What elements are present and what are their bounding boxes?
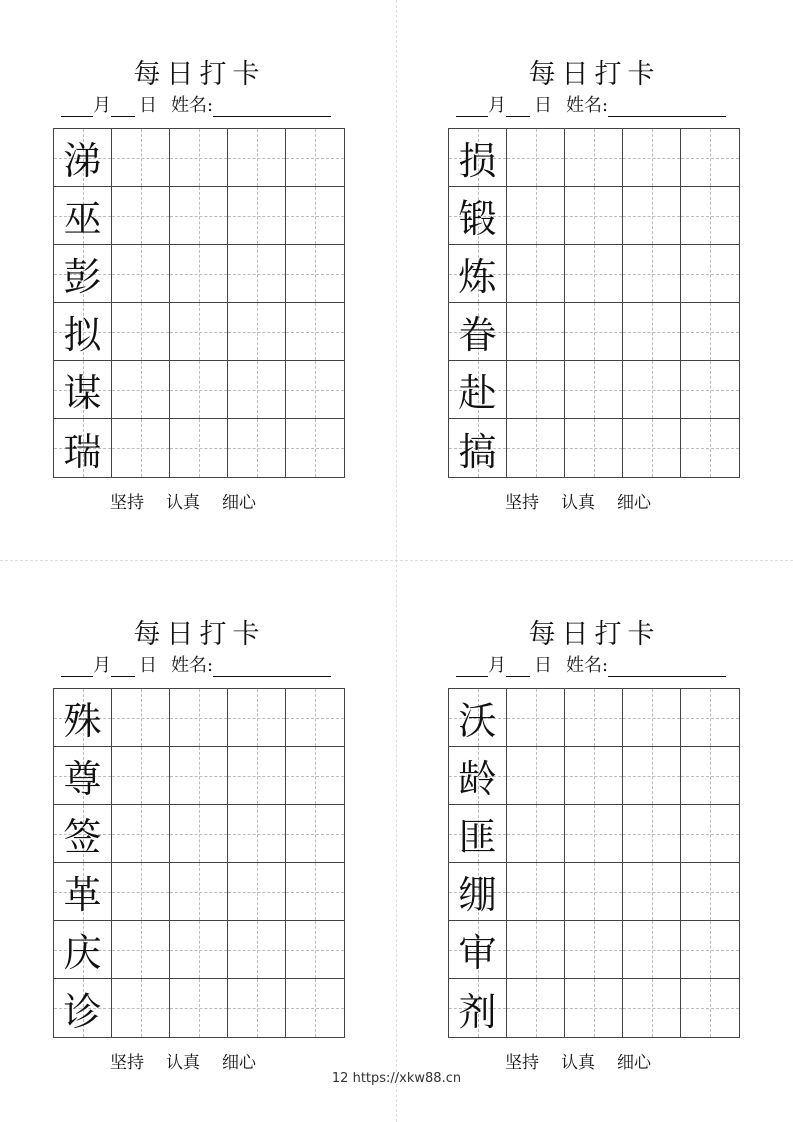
practice-cell[interactable] (623, 921, 681, 979)
practice-cell[interactable] (507, 419, 565, 477)
month-label: 月 (488, 95, 506, 116)
name-label: 姓名: (171, 655, 214, 676)
month-blank[interactable] (456, 98, 488, 117)
practice-cell-model (54, 245, 112, 303)
practice-cell[interactable] (623, 863, 681, 921)
practice-cell-model (54, 863, 112, 921)
practice-cell[interactable] (623, 419, 681, 477)
practice-cell-model (449, 979, 507, 1037)
practice-cell[interactable] (565, 805, 623, 863)
practice-cell[interactable] (623, 187, 681, 245)
practice-cell[interactable] (507, 805, 565, 863)
practice-cell[interactable] (286, 689, 344, 747)
model-character: 搞 (458, 429, 497, 474)
practice-cell[interactable] (228, 689, 286, 747)
day-label: 日 (534, 655, 552, 676)
model-character: 巫 (63, 197, 102, 241)
card-title: 每日打卡 (133, 59, 266, 90)
day-label: 日 (139, 95, 157, 116)
page-footer: 12 https://xkw88.cn (331, 1071, 462, 1086)
practice-cell[interactable] (286, 303, 344, 361)
practice-cell-model (54, 419, 112, 477)
model-character: 沃 (458, 699, 497, 743)
practice-cell[interactable] (681, 863, 739, 921)
practice-cell[interactable] (228, 419, 286, 477)
name-blank[interactable] (608, 658, 726, 677)
practice-cell[interactable] (228, 129, 286, 187)
name-label: 姓名: (171, 95, 214, 116)
model-character: 瑞 (63, 429, 102, 474)
name-blank[interactable] (213, 98, 331, 117)
practice-cell[interactable] (623, 747, 681, 805)
practice-cell[interactable] (286, 129, 344, 187)
practice-cell-model (54, 187, 112, 245)
model-character: 彭 (63, 255, 102, 299)
day-blank[interactable] (111, 658, 135, 677)
cut-line-horizontal (0, 560, 793, 561)
practice-cell[interactable] (507, 863, 565, 921)
practice-cell[interactable] (170, 689, 228, 747)
practice-cell[interactable] (228, 921, 286, 979)
practice-cell[interactable] (623, 303, 681, 361)
practice-cell[interactable] (112, 245, 170, 303)
practice-cell[interactable] (112, 805, 170, 863)
model-character: 尊 (63, 757, 102, 801)
day-label: 日 (534, 95, 552, 116)
practice-cell[interactable] (681, 921, 739, 979)
practice-cell[interactable] (565, 419, 623, 477)
practice-cell[interactable] (170, 303, 228, 361)
practice-cell[interactable] (507, 245, 565, 303)
practice-cell-model (449, 361, 507, 419)
motto-item: 坚持 (505, 493, 539, 513)
date-name-line (61, 655, 331, 677)
practice-cell-model (449, 863, 507, 921)
practice-cell[interactable] (228, 303, 286, 361)
name-label: 姓名: (566, 655, 609, 676)
day-label: 日 (139, 655, 157, 676)
practice-cell[interactable] (507, 303, 565, 361)
model-character: 龄 (458, 757, 497, 801)
day-blank[interactable] (506, 658, 530, 677)
model-character: 殊 (63, 699, 102, 743)
motto-item: 认真 (561, 493, 595, 513)
practice-cell[interactable] (565, 361, 623, 419)
practice-cell-model (54, 921, 112, 979)
practice-cell[interactable] (681, 187, 739, 245)
practice-cell-model (449, 129, 507, 187)
month-label: 月 (93, 95, 111, 116)
practice-cell[interactable] (170, 187, 228, 245)
motto-item: 坚持 (110, 1053, 144, 1073)
model-character: 审 (458, 931, 497, 975)
practice-cell[interactable] (170, 979, 228, 1037)
card-title: 每日打卡 (528, 619, 661, 650)
practice-cell-model (449, 921, 507, 979)
practice-cell[interactable] (112, 303, 170, 361)
practice-cell[interactable] (681, 419, 739, 477)
practice-cell[interactable] (565, 979, 623, 1037)
name-blank[interactable] (608, 98, 726, 117)
model-character: 赴 (458, 371, 497, 415)
model-character: 签 (63, 815, 102, 859)
model-character: 拟 (63, 313, 102, 357)
model-character: 锻 (458, 197, 497, 241)
practice-cell[interactable] (507, 361, 565, 419)
practice-cell[interactable] (681, 979, 739, 1037)
practice-cell-model (54, 689, 112, 747)
card-title: 每日打卡 (133, 619, 266, 650)
practice-cell-model (449, 805, 507, 863)
motto-item: 坚持 (505, 1053, 539, 1073)
practice-cell[interactable] (623, 361, 681, 419)
practice-cell[interactable] (170, 863, 228, 921)
practice-cell[interactable] (681, 805, 739, 863)
practice-cell[interactable] (565, 187, 623, 245)
model-character: 匪 (458, 815, 497, 859)
cut-line-vertical (396, 0, 397, 1122)
practice-cell[interactable] (565, 747, 623, 805)
practice-cell[interactable] (112, 187, 170, 245)
name-label: 姓名: (566, 95, 609, 116)
practice-cell[interactable] (623, 129, 681, 187)
practice-cell[interactable] (286, 361, 344, 419)
practice-cell[interactable] (681, 361, 739, 419)
practice-cell-model (449, 419, 507, 477)
practice-cell[interactable] (112, 921, 170, 979)
practice-cell-model (54, 303, 112, 361)
practice-cell-model (449, 689, 507, 747)
motto-item: 细心 (222, 1053, 256, 1073)
practice-cell[interactable] (228, 361, 286, 419)
motto-item: 细心 (617, 493, 651, 513)
date-name-line (456, 655, 726, 677)
practice-cell[interactable] (286, 187, 344, 245)
practice-cell[interactable] (112, 979, 170, 1037)
motto-item: 细心 (617, 1053, 651, 1073)
practice-cell[interactable] (228, 863, 286, 921)
day-blank[interactable] (506, 98, 530, 117)
practice-cell[interactable] (228, 979, 286, 1037)
model-character: 涕 (63, 139, 102, 183)
practice-cell[interactable] (286, 747, 344, 805)
month-blank[interactable] (456, 658, 488, 677)
motto (505, 488, 651, 513)
practice-grid (53, 688, 345, 1038)
practice-cell[interactable] (681, 303, 739, 361)
practice-cell[interactable] (228, 805, 286, 863)
practice-cell[interactable] (228, 245, 286, 303)
practice-cell[interactable] (681, 129, 739, 187)
practice-cell-model (449, 245, 507, 303)
practice-cell[interactable] (507, 747, 565, 805)
practice-cell[interactable] (565, 921, 623, 979)
practice-cell[interactable] (507, 187, 565, 245)
practice-cell[interactable] (112, 747, 170, 805)
practice-cell[interactable] (170, 921, 228, 979)
practice-cell-model (54, 979, 112, 1037)
practice-cell[interactable] (112, 419, 170, 477)
practice-cell[interactable] (623, 805, 681, 863)
date-name-line (456, 95, 726, 117)
practice-cell-model (54, 747, 112, 805)
practice-cell[interactable] (681, 689, 739, 747)
practice-cell[interactable] (507, 979, 565, 1037)
practice-cell[interactable] (170, 747, 228, 805)
month-blank[interactable] (61, 658, 93, 677)
practice-cell[interactable] (112, 361, 170, 419)
motto-item: 细心 (222, 493, 256, 513)
motto-item: 认真 (561, 1053, 595, 1073)
practice-cell[interactable] (507, 921, 565, 979)
practice-cell[interactable] (112, 689, 170, 747)
practice-cell[interactable] (681, 245, 739, 303)
practice-cell[interactable] (565, 863, 623, 921)
motto (110, 1048, 256, 1073)
practice-cell[interactable] (286, 805, 344, 863)
practice-grid (448, 688, 740, 1038)
model-character: 眷 (458, 313, 497, 357)
practice-cell[interactable] (565, 129, 623, 187)
model-character: 庆 (63, 931, 102, 975)
name-blank[interactable] (213, 658, 331, 677)
practice-cell[interactable] (170, 129, 228, 187)
practice-grid (448, 128, 740, 478)
practice-cell[interactable] (170, 361, 228, 419)
practice-cell[interactable] (623, 979, 681, 1037)
model-character: 损 (458, 139, 497, 183)
practice-cell[interactable] (623, 689, 681, 747)
practice-cell-model (449, 303, 507, 361)
motto-item: 坚持 (110, 493, 144, 513)
month-blank[interactable] (61, 98, 93, 117)
model-character: 炼 (458, 255, 497, 299)
practice-cell[interactable] (112, 129, 170, 187)
practice-cell-model (449, 747, 507, 805)
practice-cell[interactable] (286, 419, 344, 477)
practice-cell[interactable] (507, 689, 565, 747)
practice-cell[interactable] (286, 245, 344, 303)
practice-cell[interactable] (507, 129, 565, 187)
practice-cell[interactable] (170, 245, 228, 303)
practice-grid (53, 128, 345, 478)
model-character: 绷 (458, 873, 497, 917)
practice-cell[interactable] (565, 689, 623, 747)
practice-cell[interactable] (286, 863, 344, 921)
motto-item: 认真 (166, 493, 200, 513)
card-title: 每日打卡 (528, 59, 661, 90)
practice-cell-model (54, 129, 112, 187)
practice-cell[interactable] (681, 747, 739, 805)
day-blank[interactable] (111, 98, 135, 117)
practice-cell[interactable] (286, 979, 344, 1037)
practice-cell[interactable] (112, 863, 170, 921)
model-character: 剂 (458, 989, 497, 1034)
motto (505, 1048, 651, 1073)
practice-cell[interactable] (565, 303, 623, 361)
practice-cell[interactable] (170, 419, 228, 477)
motto (110, 488, 256, 513)
practice-cell[interactable] (228, 187, 286, 245)
model-character: 革 (63, 873, 102, 917)
practice-cell-model (54, 805, 112, 863)
practice-cell-model (54, 361, 112, 419)
practice-cell[interactable] (286, 921, 344, 979)
practice-cell[interactable] (170, 805, 228, 863)
month-label: 月 (93, 655, 111, 676)
practice-cell[interactable] (228, 747, 286, 805)
practice-cell-model (449, 187, 507, 245)
practice-cell[interactable] (565, 245, 623, 303)
motto-item: 认真 (166, 1053, 200, 1073)
month-label: 月 (488, 655, 506, 676)
model-character: 诊 (63, 989, 102, 1034)
model-character: 谋 (63, 371, 102, 415)
practice-cell[interactable] (623, 245, 681, 303)
date-name-line (61, 95, 331, 117)
